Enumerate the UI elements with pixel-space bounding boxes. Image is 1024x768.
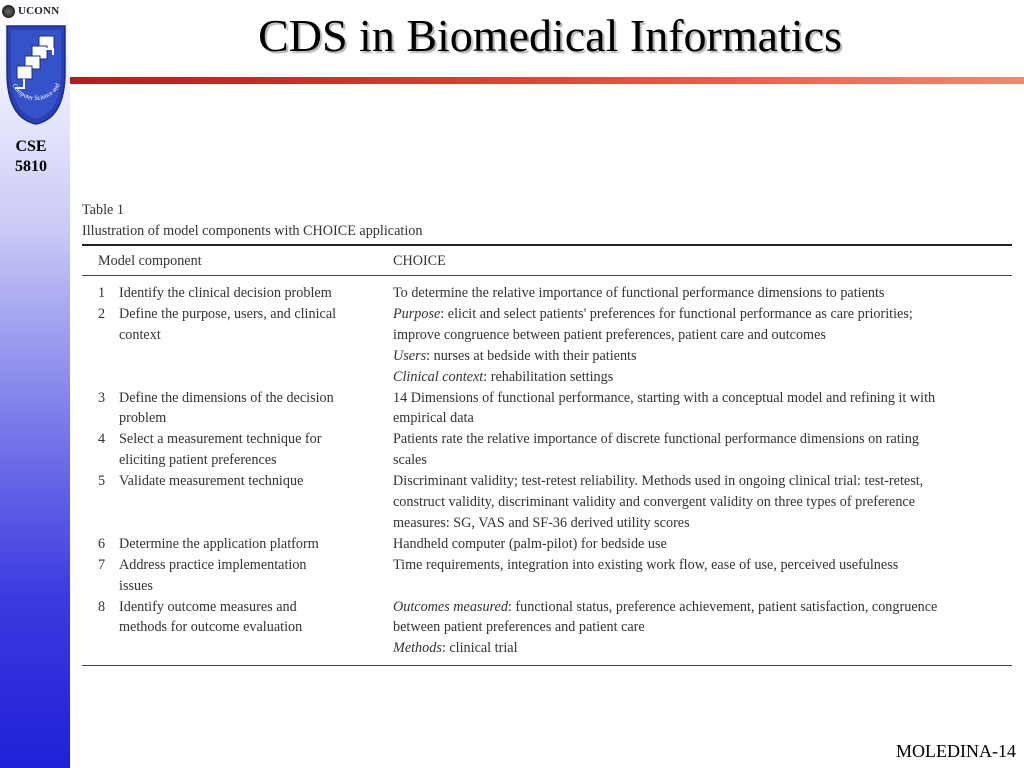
choice-segment: Handheld computer (palm-pilot) for bedside use [393, 535, 667, 552]
choice-italic-term: Methods [393, 640, 442, 657]
choice-text [393, 471, 923, 492]
component-text: Select a measurement technique for [119, 431, 322, 448]
choice-segment: : elicit and select patients' preferences for functional performance as care priorities; [440, 305, 913, 322]
row-number: 7 [98, 556, 106, 573]
choice-text [393, 534, 667, 555]
component-text: Determine the application platform [119, 535, 319, 552]
choice-text [393, 492, 915, 513]
choice-text [393, 346, 637, 367]
table-figure [82, 200, 1012, 657]
choice-segment: measures: SG, VAS and SF-36 derived utility scores [393, 514, 690, 531]
choice-segment: improve congruence between patient preferences, patient care and outcomes [393, 326, 826, 343]
row-number: 1 [98, 285, 106, 301]
component-text: issues [119, 577, 153, 594]
component-text: Validate measurement technique [119, 473, 304, 490]
choice-segment: To determine the relative importance of functional performance dimensions to patients [393, 285, 885, 301]
choice-segment: empirical data [393, 410, 474, 427]
choice-text [393, 429, 919, 450]
choice-text [393, 283, 884, 304]
row-number: 6 [98, 535, 106, 552]
course-line-1: CSE [15, 138, 47, 155]
table-top-rule [82, 244, 1012, 246]
choice-text [393, 408, 474, 429]
row-number: 2 [98, 305, 106, 322]
uconn-seal-icon [2, 5, 15, 18]
choice-italic-term: Clinical context [393, 368, 484, 385]
course-line-2: 5810 [15, 158, 47, 175]
row-number: 8 [98, 598, 106, 615]
component-text: Identify the clinical decision problem [119, 285, 332, 301]
choice-italic-term: Purpose [393, 305, 441, 322]
component-text: Define the purpose, users, and clinical [119, 305, 337, 322]
choice-text [393, 388, 935, 409]
choice-segment: : clinical trial [441, 640, 518, 657]
choice-text [393, 367, 613, 388]
header-choice: CHOICE [393, 253, 446, 269]
choice-segment: 14 Dimensions of functional performance, starting with a conceptual model and refining it with [393, 389, 936, 406]
choice-text [393, 513, 690, 534]
choice-segment: : functional status, preference achievement, patient satisfaction, congruence [507, 598, 938, 615]
choice-italic-term: Users [393, 347, 427, 364]
table-header-rule [82, 275, 1012, 276]
row-number: 4 [98, 431, 106, 448]
header-model-component: Model component [98, 253, 202, 269]
table-label: Table 1 [82, 202, 124, 218]
component-text: methods for outcome evaluation [119, 619, 303, 636]
choice-text [393, 617, 645, 638]
component-text: Define the dimensions of the decision [119, 389, 334, 406]
choice-segment: Patients rate the relative importance of discrete functional performance dimensions on rating [393, 431, 919, 448]
component-text: problem [119, 410, 167, 427]
title-accent-rule [70, 77, 1024, 84]
row-number: 3 [98, 389, 106, 406]
component-text: context [119, 326, 161, 343]
course-code [0, 137, 62, 177]
logo-ring-text: Computer Science and [10, 82, 62, 103]
choice-text [393, 304, 913, 325]
slide-footer: MOLEDINA-14 [896, 741, 1016, 761]
choice-segment: scales [393, 452, 427, 469]
choice-text [393, 597, 937, 618]
uconn-brand [2, 3, 68, 19]
component-text: Identify outcome measures and [119, 598, 297, 615]
choice-segment: : nurses at bedside with their patients [426, 347, 637, 364]
choice-segment: : rehabilitation settings [483, 368, 614, 385]
brand-name: UCONN [18, 5, 60, 17]
slide-title: CDS in Biomedical Informatics [258, 10, 842, 61]
choice-text [393, 325, 826, 346]
table-bottom-rule [82, 665, 1012, 666]
component-text: Address practice implementation [119, 556, 307, 573]
choice-segment: construct validity, discriminant validity and convergent validity on three types of preference [393, 494, 916, 510]
row-number: 5 [98, 473, 106, 490]
cse-department-logo [3, 22, 69, 126]
table-caption: Illustration of model components with CHOICE application [82, 222, 423, 239]
choice-italic-term: Outcomes measured [393, 598, 508, 615]
component-text: eliciting patient preferences [119, 452, 277, 469]
choice-segment: between patient preferences and patient care [393, 619, 645, 636]
choice-text [393, 450, 427, 471]
choice-segment: Discriminant validity; test-retest reliability. Methods used in ongoing clinical trial: test-retest, [393, 473, 924, 490]
choice-text [393, 555, 898, 576]
choice-segment: Time requirements, integration into existing work flow, ease of use, perceived usefulness [393, 556, 899, 573]
choice-text [393, 638, 518, 659]
